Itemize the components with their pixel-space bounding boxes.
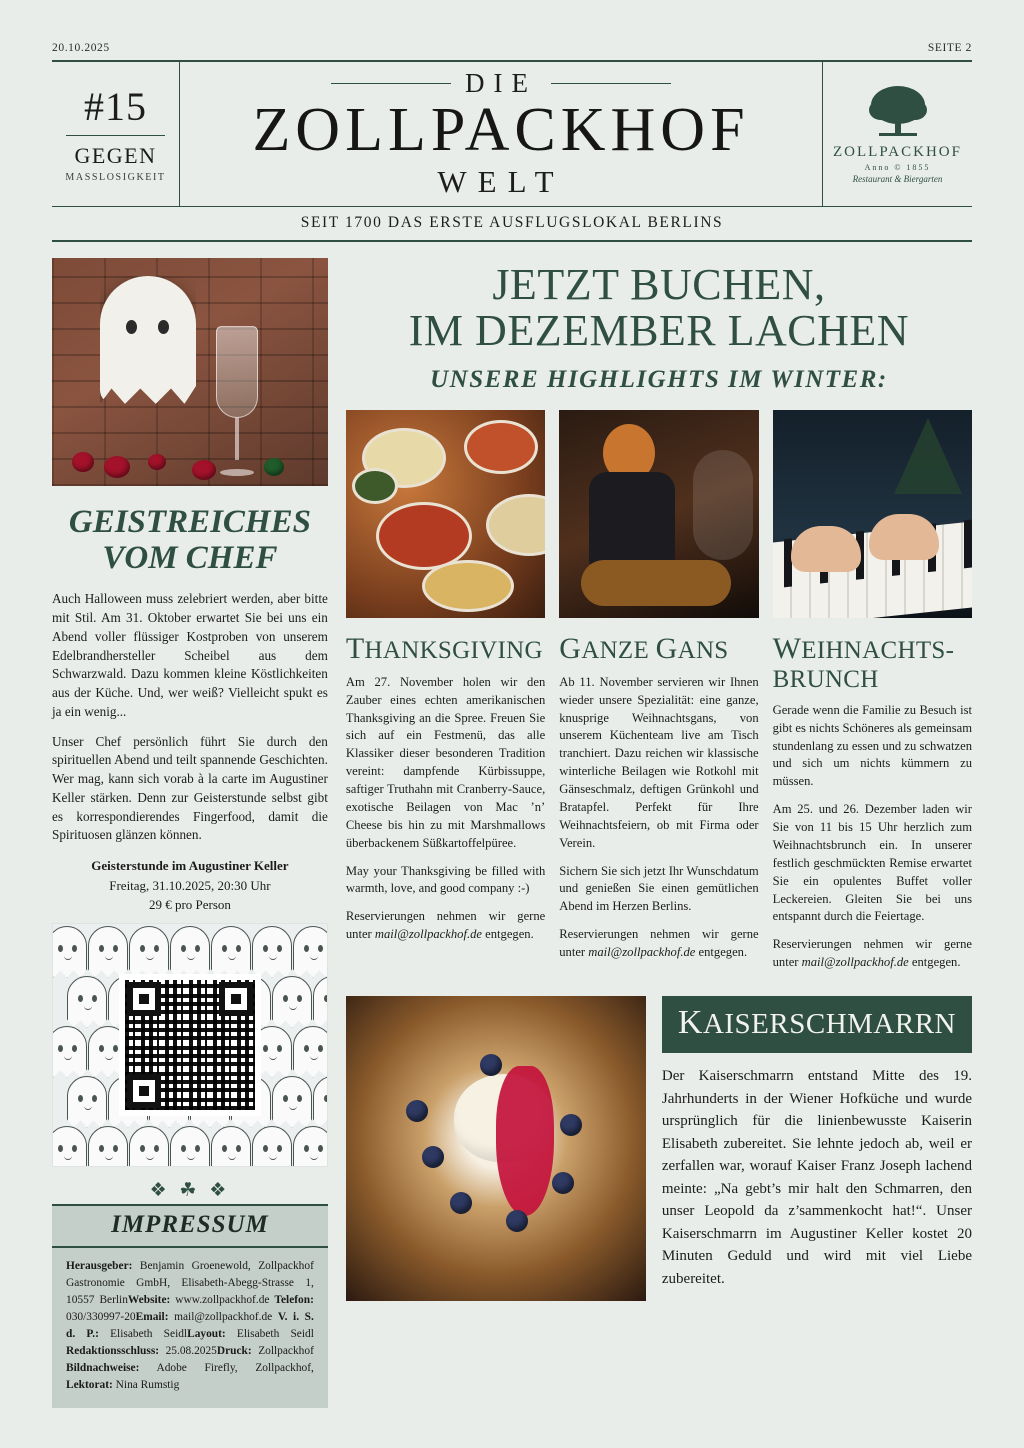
impressum-value: Elisabeth Seidl — [225, 1327, 314, 1340]
impressum-value: 030/330997-20 — [66, 1310, 136, 1323]
impressum-label: Email: — [135, 1310, 169, 1323]
page-number: SEITE 2 — [927, 42, 972, 54]
left-column — [52, 258, 328, 1409]
rule-right — [551, 83, 671, 84]
ghost-icon — [67, 1076, 107, 1128]
left-paragraph-1: Auch Halloween muss zelebriert werden, aber bitte mit Stil. Am 31. Oktober erwartet Sie bei uns ein Abend voller flüssiger Kostproben von unserem Edelbrandhersteller Scheibel aus dem Schwarzwald. Dazu kommen kleine Köstlichkeiten aus der Küche. Und, wer weiß? Vielleicht spukt es ja ein wenig... — [52, 591, 328, 719]
kaiserschmarrn-heading-rest: AISERSCHMARRN — [702, 1008, 956, 1041]
ghost-icon — [272, 976, 312, 1028]
body-grid — [52, 258, 972, 1409]
impressum-label: Herausgeber: — [66, 1259, 133, 1272]
issue-subword: MASSLOSIGKEIT — [65, 171, 166, 183]
ghost-icon — [52, 1126, 87, 1167]
champagne-glass — [216, 326, 258, 476]
paper-title-welt: WELT — [437, 163, 565, 199]
impressum-label: Redaktionsschluss: — [66, 1345, 160, 1358]
highlight-paragraph: Sichern Sie sich jetzt Ihr Wunschdatum und genießen Sie einen gemütlichen Abend im Herzen Berlins. — [559, 863, 759, 914]
rule-left — [331, 83, 451, 84]
highlight-photos — [346, 410, 972, 618]
ghost-icon — [293, 1126, 328, 1167]
impressum-label: Bildnachweise: — [66, 1362, 140, 1375]
photo-cell — [346, 410, 545, 618]
reservation-email[interactable]: mail@zollpackhof.de — [374, 927, 482, 942]
hand — [869, 514, 939, 560]
ghost-icon — [252, 1126, 292, 1167]
ghost-icon — [67, 976, 107, 1028]
main-headline — [346, 259, 972, 356]
highlight-paragraph: Am 25. und 26. Dezember laden wir Sie von 11 bis 15 Uhr herzlich zum Weihnachtsbrunch ein. In unserer festlich geschmückten Remise erwartet Sie ein opulentes Buffet voller Leckereien. Gleiten Sie bei uns entspannt durch die Feiertage. — [772, 802, 972, 924]
logo-box — [822, 62, 972, 206]
kaiserschmarrn-section — [346, 996, 972, 1301]
highlight-column — [346, 618, 545, 982]
highlight-heading: THANKSGIVING — [345, 632, 543, 666]
reservation-note: Reservierungen nehmen wir gerne unter mail@zollpackhof.de entgegen. — [345, 909, 546, 942]
highlight-heading: WEIHNACHTS-BRUNCH — [772, 632, 955, 693]
mint-leaf — [264, 458, 284, 476]
impressum-label: Telefon: — [274, 1293, 314, 1306]
ghost-icon — [211, 1126, 251, 1167]
issue-number: #15 — [84, 84, 147, 130]
ghost-icon — [211, 926, 251, 978]
logo-anno: Anno © 1855 — [864, 163, 931, 173]
berry — [148, 454, 166, 470]
impressum-label: V. i. S. d. P.: — [66, 1310, 314, 1340]
highlight-column — [559, 618, 758, 982]
impressum-heading: IMPRESSUM — [52, 1204, 328, 1248]
right-column — [346, 258, 972, 1409]
main-headline-line2: IM DEZEMBER LACHEN — [408, 306, 910, 356]
ornament: ❖ ☘ ❖ — [149, 1179, 231, 1201]
hand — [791, 526, 861, 572]
ghost-icon — [313, 1076, 328, 1128]
logo-wordmark: ZOLLPACKHOF — [833, 144, 962, 161]
kaiserschmarrn-heading-cap: K — [677, 1004, 703, 1042]
left-paragraph-2: Unser Chef persönlich führt Sie durch den spirituellen Abend und teilt spannende Geschichten. Wer mag, kann sich vorab à la carte im Augustiner Keller stärken. Denn zur Geisterstunde selbst gibt es korrespondierendes Fingerfood, damit die Spirituosen glänzen können. — [52, 733, 328, 843]
ghost-icon — [170, 926, 210, 978]
impressum-value: Elisabeth Seidl — [98, 1327, 188, 1340]
highlight-column — [773, 618, 972, 982]
reservation-note: Reservierungen nehmen wir gerne unter mail@zollpackhof.de entgegen. — [559, 927, 759, 960]
berry-sauce — [496, 1066, 554, 1216]
issue-word: GEGEN — [74, 143, 157, 169]
issue-date: 20.10.2025 — [52, 42, 110, 54]
photo-cell — [773, 410, 972, 618]
impressum-value: mail@zollpackhof.de — [168, 1310, 278, 1323]
logo-subtitle: Restaurant & Biergarten — [852, 174, 943, 185]
highlight-heading: GANZE GANS — [559, 632, 729, 666]
impressum-label: Website: — [127, 1293, 171, 1306]
impressum-label: Layout: — [187, 1327, 226, 1340]
piano-christmas-photo — [773, 410, 972, 618]
impressum-section — [52, 1181, 328, 1409]
masthead-tagline: SEIT 1700 DAS ERSTE AUSFLUGSLOKAL BERLINS — [52, 206, 972, 242]
impressum-value: Benjamin Groenewold, Zollpackhof Gastronomie GmbH, Elisabeth-Abegg-Strasse 1, 10557 Berlin — [66, 1259, 314, 1306]
chef-carving-goose-photo — [559, 410, 758, 618]
qr-code-halloween[interactable] — [52, 923, 328, 1167]
impressum-value: Zollpackhof — [251, 1345, 314, 1358]
ghost-icon — [313, 976, 328, 1028]
impressum-value: Adobe Firefly, Zollpackhof, — [139, 1362, 314, 1375]
kaiserschmarrn-body: Der Kaiserschmarrn entstand Mitte des 19. Jahrhunderts in der Wiener Hofküche und wurde ursprünglich für die linienbewusste Kaiserin Elisabeth zubereitet. Sie lehnte jedoch ab, weil er zerfallen war, worauf Kaiser Franz Joseph lachend meinte: „Na gebt’s mir halt den Schmarren, den unser Leopold da z’sammenkocht hat!“. Unser Kaiserschmarrn im Augustiner Keller kostet 20 Minuten Geduld und wird mit viel Liebe zubereitet. — [661, 1068, 972, 1287]
left-headline: GEISTREICHES VOM CHEF — [68, 503, 311, 577]
masthead — [52, 60, 972, 206]
reservation-email[interactable]: mail@zollpackhof.de — [588, 945, 696, 960]
ghost-icon — [272, 1076, 312, 1128]
reservation-note: Reservierungen nehmen wir gerne unter mail@zollpackhof.de entgegen. — [772, 937, 972, 970]
impressum-value: 25.08.2025 — [159, 1345, 217, 1358]
die-row — [190, 68, 812, 99]
ghost-icon — [252, 926, 292, 978]
berry — [72, 452, 94, 472]
title-block — [180, 62, 822, 206]
event-date: Freitag, 31.10.2025, 20:30 Uhr — [109, 877, 271, 893]
event-price: 29 € pro Person — [148, 897, 231, 913]
kaiserschmarrn-heading — [662, 996, 972, 1053]
impressum-label: Druck: — [216, 1345, 252, 1358]
ghost-icon — [293, 1026, 328, 1078]
highlight-columns — [346, 618, 972, 982]
ghost-icon — [88, 1126, 128, 1167]
christmas-tree-icon — [894, 418, 962, 494]
tree-icon — [867, 83, 929, 142]
photo-cell — [559, 410, 758, 618]
impressum-value: www.zollpackhof.de — [170, 1293, 275, 1306]
ghost-icon — [129, 1126, 169, 1167]
ghost-icon — [88, 926, 128, 978]
event-details — [52, 856, 328, 915]
thanksgiving-table-photo — [346, 410, 545, 618]
kaiserschmarrn-text-column — [662, 996, 972, 1301]
ghost-icon — [52, 1026, 87, 1078]
issue-divider — [66, 135, 165, 136]
kaiserschmarrn-photo — [346, 996, 646, 1301]
highlight-paragraph: Am 27. November holen wir den Zauber eines echten amerikanischen Thanksgiving an die Spree. Freuen Sie sich auf ein Festmenü, das alle Klassiker dieser besonderen Tradition vereint: dampfende Kürbissuppe, saftiger Truthahn mit Cranberry-Sauce, exotische Beilagen von Mac ’n’ Cheese bis hin zu mit Marshmallows überbackenem Süßkartoffelpüree. — [345, 674, 546, 850]
paper-title: ZOLLPACKHOF — [252, 96, 750, 164]
top-line — [52, 42, 972, 60]
ghost-icon — [129, 926, 169, 978]
highlight-paragraph: Ab 11. November servieren wir Ihnen wieder unsere Spezialität: eine ganze, knusprige Weihnachtsgans, von unserem Küchenteam live am Tisch tranchiert. Dazu reichen wir klassische winterliche Beilagen wie Rotkohl mit Gänseschmalz, deftigen Grünkohl und Bratapfel. Perfekt für Ihre Weihnachtsfeiern, ob mit Firma oder Verein. — [559, 674, 759, 850]
highlight-paragraph: Gerade wenn die Familie zu Besuch ist gibt es nichts Schöneres als gemeinsam stundenlang zu essen und zu schwatzen und sich um nichts kümmern zu müssen. — [772, 702, 972, 789]
impressum-body — [52, 1248, 328, 1409]
qr-code-image[interactable] — [119, 974, 261, 1116]
die-word: DIE — [465, 68, 537, 98]
ghost-figure — [100, 276, 196, 404]
reservation-email[interactable]: mail@zollpackhof.de — [801, 955, 909, 970]
halloween-ghost-photo — [52, 258, 328, 486]
event-title: Geisterstunde im Augustiner Keller — [91, 858, 289, 874]
main-headline-line1: JETZT BUCHEN, — [492, 259, 826, 309]
main-subheadline: UNSERE HIGHLIGHTS IM WINTER: — [430, 366, 888, 394]
ghost-icon — [293, 926, 328, 978]
impressum-label: Lektorat: — [66, 1379, 113, 1392]
ghost-icon — [52, 926, 87, 978]
berry — [104, 456, 130, 478]
impressum-value: Nina Rumstig — [112, 1379, 180, 1392]
ghost-icon — [170, 1126, 210, 1167]
highlight-paragraph: May your Thanksgiving be filled with warmth, love, and good company :-) — [345, 863, 546, 896]
issue-box — [52, 62, 180, 206]
berry — [192, 460, 216, 480]
